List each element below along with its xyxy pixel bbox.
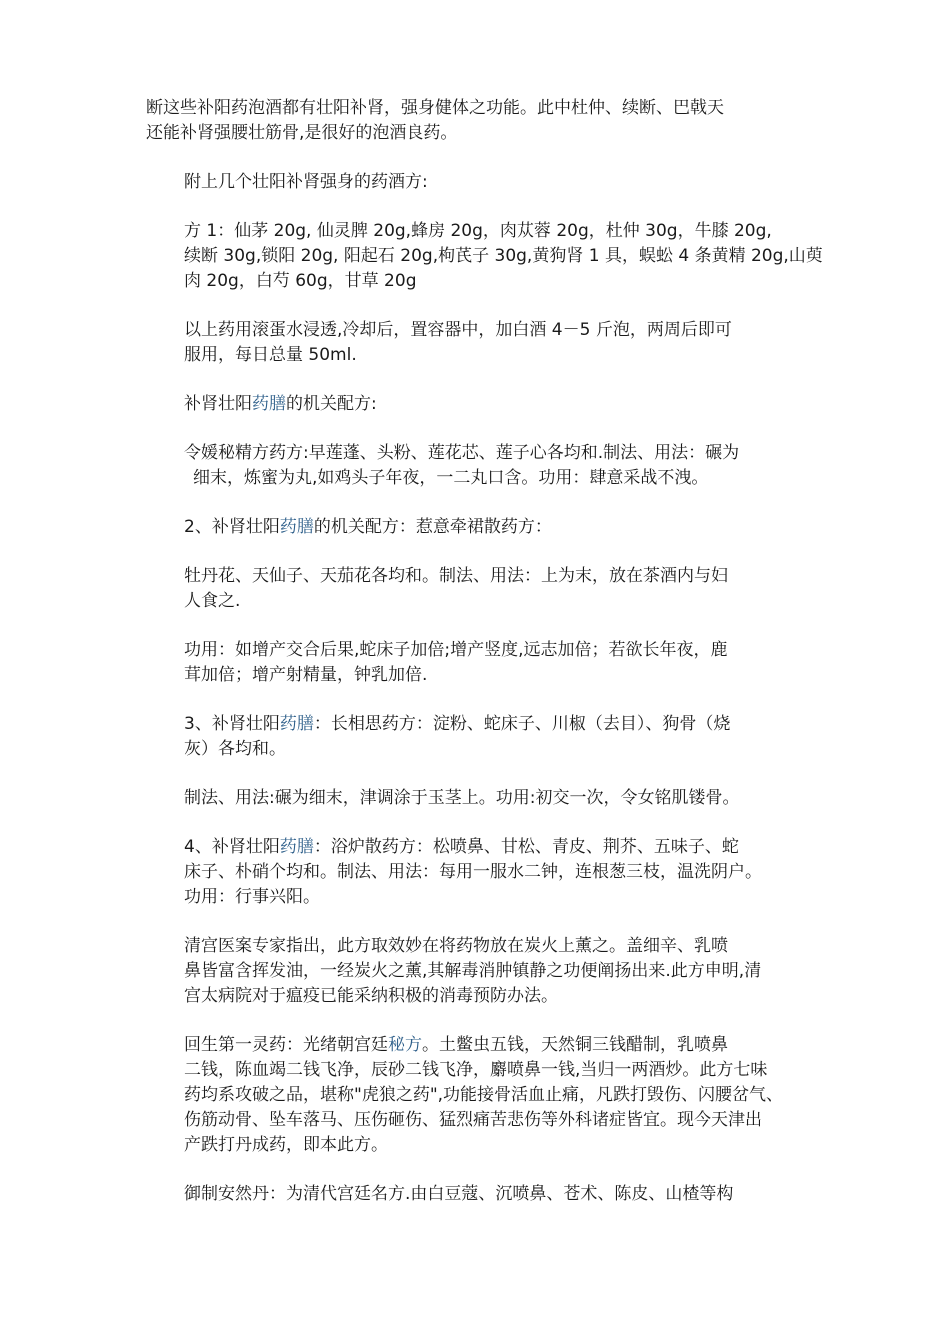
text-line xyxy=(146,885,810,910)
text-segment: 二钱，陈血竭二钱飞净，辰砂二钱飞净，麝喷鼻一钱,当归一两酒炒。此方七味 xyxy=(184,1060,768,1080)
paragraph xyxy=(146,219,823,294)
keyword-link[interactable]: 秘方 xyxy=(388,1035,422,1055)
paragraph xyxy=(146,835,810,910)
paragraph xyxy=(146,712,810,762)
paragraph xyxy=(146,318,810,368)
text-segment: 补肾壮阳 xyxy=(184,394,252,414)
paragraph xyxy=(146,170,810,195)
text-segment: 宫太病院对于瘟疫已能采纳积极的消毒预防办法。 xyxy=(184,986,558,1006)
paragraph xyxy=(146,786,810,811)
text-segment: 2、补肾壮阳 xyxy=(184,517,280,537)
keyword-link[interactable]: 药膳 xyxy=(252,394,286,414)
text-line xyxy=(146,1133,810,1158)
text-segment: 御制安然丹：为清代宫廷名方.由白豆蔻、沉喷鼻、苍术、陈皮、山楂等构 xyxy=(184,1184,734,1204)
text-line xyxy=(146,712,810,737)
text-line xyxy=(146,663,810,688)
paragraph xyxy=(146,934,810,1009)
text-line xyxy=(146,441,810,466)
text-line xyxy=(146,835,810,860)
text-line xyxy=(146,244,823,269)
text-segment: 人食之. xyxy=(184,591,241,611)
paragraph xyxy=(146,392,810,417)
text-line xyxy=(146,737,810,762)
text-line xyxy=(146,1083,810,1108)
text-segment: 灰）各均和。 xyxy=(184,739,286,759)
text-segment: 牡丹花、天仙子、天茄花各均和。制法、用法：上为末，放在茶酒内与妇 xyxy=(184,566,728,586)
text-segment: 以上药用滚蛋水浸透,冷却后，置容器中，加白酒 4－5 斤泡，两周后即可 xyxy=(184,320,732,340)
text-segment: 清宫医案专家指出，此方取效妙在将药物放在炭火上薰之。盖细辛、乳喷 xyxy=(184,936,728,956)
text-line xyxy=(146,392,810,417)
paragraph xyxy=(146,564,810,614)
text-line xyxy=(146,515,810,540)
text-line xyxy=(146,1108,810,1133)
text-line xyxy=(146,934,810,959)
keyword-link[interactable]: 药膳 xyxy=(279,837,314,857)
paragraph xyxy=(146,1182,810,1207)
text-segment: 回生第一灵药：光绪朝宫廷 xyxy=(184,1035,388,1055)
text-line xyxy=(146,1182,810,1207)
text-segment: 还能补肾强腰壮筋骨,是很好的泡酒良药。 xyxy=(146,123,458,143)
text-segment: 令媛秘精方药方:早莲蓬、头粉、莲花芯、莲子心各均和.制法、用法：碾为 xyxy=(184,443,740,463)
text-line xyxy=(146,269,810,294)
text-segment: 鼻皆富含挥发油，一经炭火之薰,其解毒消肿镇静之功便阐扬出来.此方申明,清 xyxy=(184,961,762,981)
text-segment: 断这些补阳药泡酒都有壮阳补肾，强身健体之功能。此中杜仲、续断、巴戟天 xyxy=(146,98,724,118)
paragraph xyxy=(146,1033,810,1158)
paragraph xyxy=(146,515,810,540)
text-segment: 服用，每日总量 50ml. xyxy=(184,345,357,365)
paragraph xyxy=(146,638,810,688)
text-segment: 床子、朴硝个均和。制法、用法：每用一服水二钟，连根葱三枝，温洗阴户。 xyxy=(184,862,762,882)
paragraph xyxy=(146,441,810,491)
text-segment: 制法、用法:碾为细末，津调涂于玉茎上。功用:初交一次，令女铭肌镂骨。 xyxy=(184,788,740,808)
text-line xyxy=(146,466,810,491)
text-line xyxy=(146,96,810,121)
paragraph xyxy=(146,96,810,146)
text-segment: 3、补肾壮阳 xyxy=(184,714,280,734)
text-segment: 功用：如增产交合后果,蛇床子加倍;增产竖度,远志加倍；若欲长年夜，鹿 xyxy=(184,640,728,660)
text-line xyxy=(146,860,810,885)
text-line xyxy=(146,343,810,368)
text-line xyxy=(146,318,810,343)
text-segment: ：浴炉散药方：松喷鼻、甘松、青皮、荆芥、五味子、蛇 xyxy=(313,837,739,857)
text-line xyxy=(146,121,810,146)
text-line xyxy=(146,984,810,1009)
text-segment: 茸加倍；增产射精量，钟乳加倍. xyxy=(184,665,428,685)
text-segment: 续断 30g,锁阳 20g, 阳起石 20g,枸芪子 30g,黄狗肾 1 具，蜈蚣 4 条黄精 20g,山萸 xyxy=(184,246,823,266)
text-line xyxy=(146,1033,810,1058)
text-segment: 药均系攻破之品，堪称"虎狼之药",功能接骨活血止痛，凡跌打毁伤、闪腰岔气、 xyxy=(184,1085,784,1105)
text-segment: 功用：行事兴阳。 xyxy=(184,887,320,907)
text-segment: 的机关配方：惹意牵裙散药方： xyxy=(313,517,552,537)
text-line xyxy=(146,219,810,244)
text-line xyxy=(146,170,810,195)
text-segment: 细末，炼蜜为丸,如鸡头子年夜，一二丸口含。功用：肆意采战不洩。 xyxy=(193,468,709,488)
text-segment: 肉 20g，白芍 60g，甘草 20g xyxy=(184,271,417,291)
text-line xyxy=(146,638,810,663)
text-segment: 附上几个壮阳补肾强身的药酒方: xyxy=(184,172,428,192)
text-line xyxy=(146,564,810,589)
text-segment: 产跌打丹成药，即本此方。 xyxy=(184,1135,388,1155)
text-line xyxy=(146,959,810,984)
keyword-link[interactable]: 药膳 xyxy=(279,714,314,734)
text-segment: 的机关配方: xyxy=(286,394,377,414)
keyword-link[interactable]: 药膳 xyxy=(279,517,314,537)
text-segment: 。土鳖虫五钱，天然铜三钱醋制，乳喷鼻 xyxy=(422,1035,728,1055)
text-line xyxy=(146,589,810,614)
text-line xyxy=(146,786,810,811)
text-segment: 方 1：仙茅 20g, 仙灵脾 20g,蜂房 20g，肉苁蓉 20g，杜仲 30g，牛膝 20g, xyxy=(184,221,772,241)
text-line xyxy=(146,1058,810,1083)
text-segment: 4、补肾壮阳 xyxy=(184,837,280,857)
text-segment: 伤筋动骨、坠车落马、压伤砸伤、猛烈痛苦悲伤等外科诸症皆宜。现今天津出 xyxy=(184,1110,762,1130)
document-body xyxy=(146,96,823,1231)
text-segment: ：长相思药方：淀粉、蛇床子、川椒（去目）、狗骨（烧 xyxy=(313,714,731,734)
